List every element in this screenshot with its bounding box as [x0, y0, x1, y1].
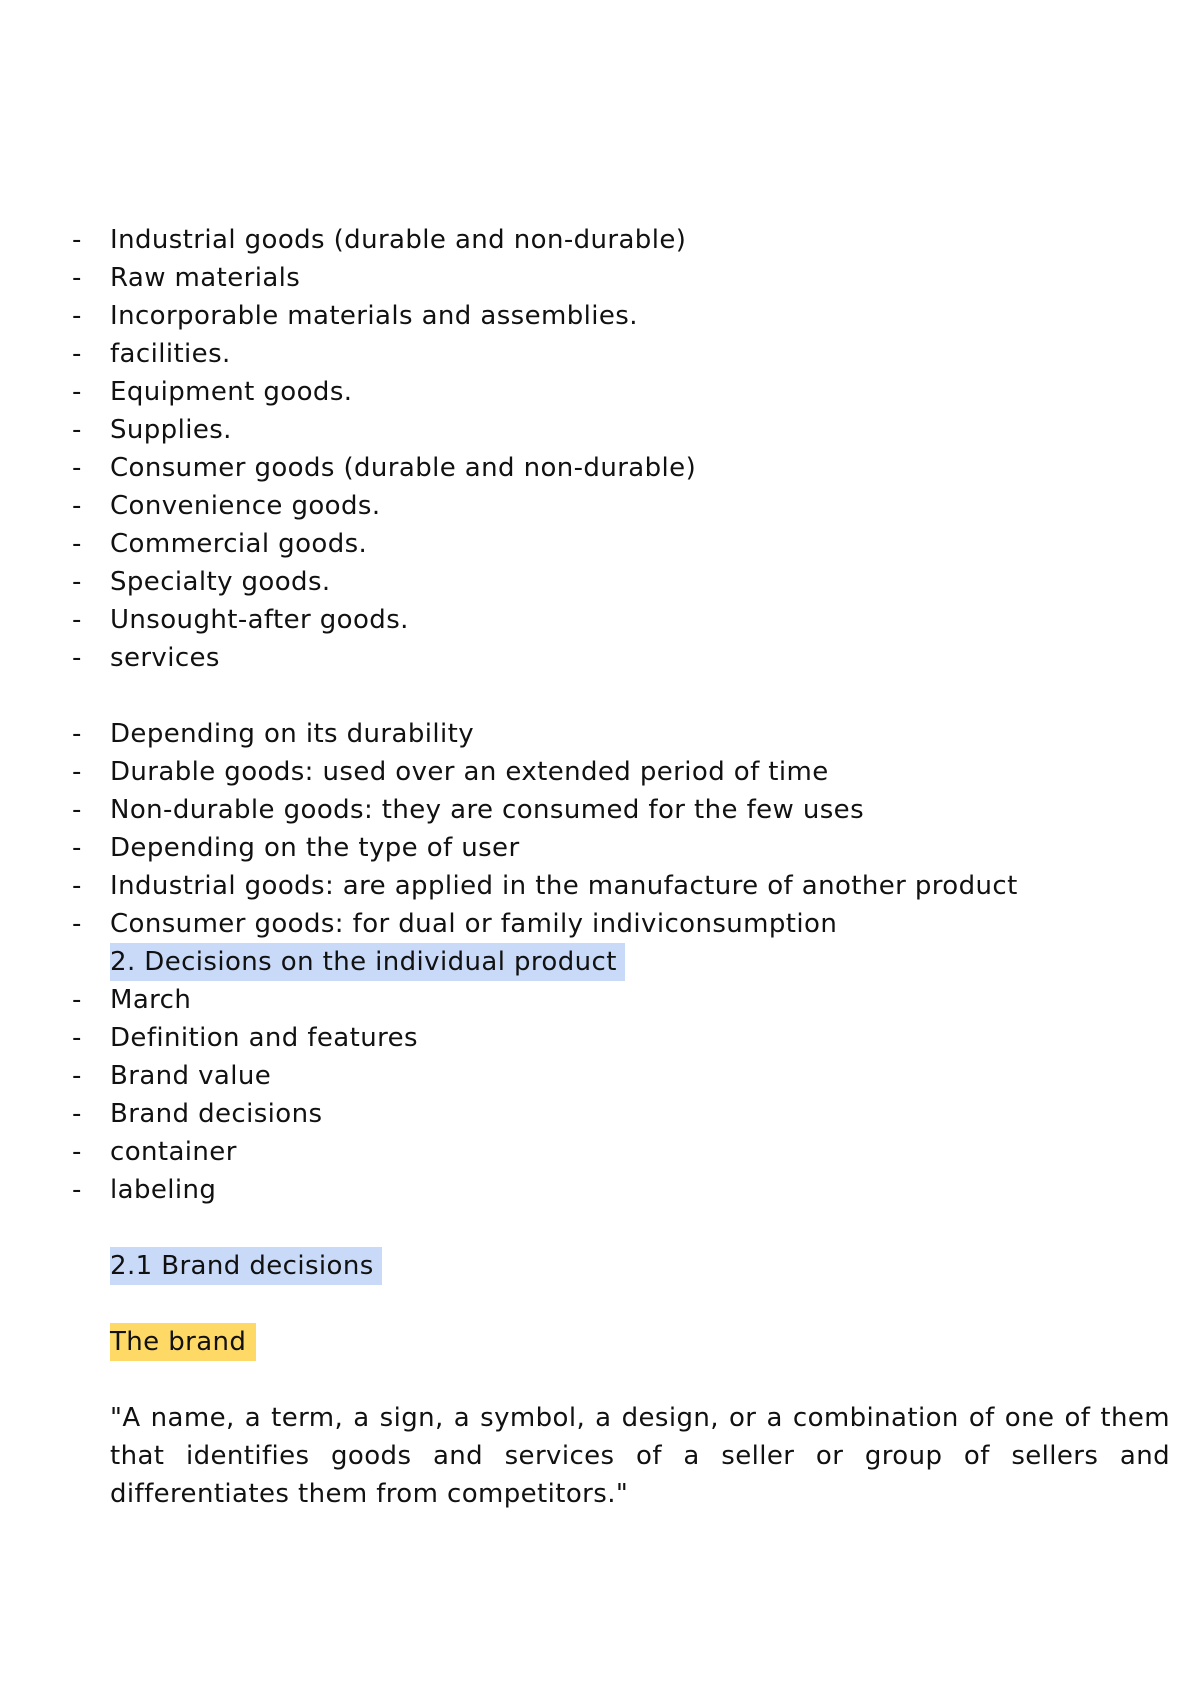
list-item	[72, 1133, 1102, 1171]
document-content	[72, 221, 1170, 1513]
list-item	[72, 791, 1102, 829]
bullet-dash: -	[72, 263, 82, 293]
bullet-dash: -	[72, 985, 82, 1015]
list-item-text: facilities.	[110, 339, 231, 369]
list-item-text: Supplies.	[110, 415, 232, 445]
bullet-dash: -	[72, 909, 82, 939]
bullet-dash: -	[72, 377, 82, 407]
list-item	[72, 563, 1102, 601]
list-item	[72, 1057, 1102, 1095]
list-item-text: Specialty goods.	[110, 567, 331, 597]
bullet-dash: -	[72, 301, 82, 331]
bullet-dash: -	[72, 833, 82, 863]
list-item-text: Unsought-after goods.	[110, 605, 409, 635]
bullet-dash: -	[72, 567, 82, 597]
list-item	[72, 639, 1102, 677]
bullet-dash: -	[72, 339, 82, 369]
list-item	[72, 259, 1102, 297]
list-item-text: Depending on its durability	[110, 719, 475, 749]
list-item-text: Incorporable materials and assemblies.	[110, 301, 638, 331]
bullet-dash: -	[72, 757, 82, 787]
list-item-text: Definition and features	[110, 1023, 418, 1053]
list-item	[72, 297, 1102, 335]
list-item-text: Industrial goods (durable and non-durable)	[110, 225, 687, 255]
subsection-heading: 2.1 Brand decisions	[110, 1247, 382, 1285]
list-item-text: services	[110, 643, 220, 673]
definition-quote: "A name, a term, a sign, a symbol, a design, or a combination of one of them that identifies goods and services of a seller or group of sellers and differentiates them from competitors."	[110, 1403, 1170, 1509]
list-item	[72, 525, 1102, 563]
list-item-text: Consumer goods (durable and non-durable)	[110, 453, 697, 483]
list-item	[72, 715, 1102, 753]
list-item-text: March	[110, 985, 192, 1015]
list-item-text: Industrial goods: are applied in the manufacture of another product	[110, 871, 1018, 901]
list-item	[72, 449, 1102, 487]
bullet-dash: -	[72, 795, 82, 825]
list-item	[72, 411, 1102, 449]
brand-heading: The brand	[110, 1323, 256, 1361]
bullet-dash: -	[72, 1175, 82, 1205]
bullet-dash: -	[72, 871, 82, 901]
list-item	[72, 601, 1102, 639]
list-item	[72, 981, 1102, 1019]
bullet-dash: -	[72, 643, 82, 673]
list-item	[72, 867, 1102, 905]
list-item	[72, 335, 1102, 373]
list-item	[72, 1095, 1102, 1133]
bullet-dash: -	[72, 719, 82, 749]
section-heading: 2. Decisions on the individual product	[110, 943, 625, 981]
list-item-text: Depending on the type of user	[110, 833, 520, 863]
list-item	[72, 487, 1102, 525]
list-item-text: Brand value	[110, 1061, 272, 1091]
list-item-text: Brand decisions	[110, 1099, 323, 1129]
list-item-text: Convenience goods.	[110, 491, 381, 521]
bullet-dash: -	[72, 529, 82, 559]
list-item	[72, 1171, 1102, 1209]
blank-line	[72, 1285, 1102, 1323]
bullet-dash: -	[72, 1023, 82, 1053]
list-item-text: labeling	[110, 1175, 217, 1205]
list-item-text: Equipment goods.	[110, 377, 353, 407]
list-item-text: Commercial goods.	[110, 529, 368, 559]
list-item-text: container	[110, 1137, 237, 1167]
bullet-dash: -	[72, 225, 82, 255]
bullet-dash: -	[72, 453, 82, 483]
bullet-dash: -	[72, 1061, 82, 1091]
bullet-dash: -	[72, 491, 82, 521]
subsection-heading-line	[72, 1247, 1102, 1285]
list-item	[72, 1019, 1102, 1057]
bullet-dash: -	[72, 415, 82, 445]
list-item	[72, 905, 1102, 943]
bullet-dash: -	[72, 1137, 82, 1167]
list-item	[72, 829, 1102, 867]
blank-line	[72, 1361, 1102, 1399]
list-item-text: Raw materials	[110, 263, 301, 293]
list-item	[72, 221, 1102, 259]
blank-line	[72, 1209, 1102, 1247]
list-item	[72, 753, 1102, 791]
brand-heading-line	[72, 1323, 1102, 1361]
section-heading-line	[72, 943, 1102, 981]
bullet-dash: -	[72, 1099, 82, 1129]
bullet-dash: -	[72, 605, 82, 635]
list-item-text: Durable goods: used over an extended period of time	[110, 757, 829, 787]
blank-line	[72, 677, 1102, 715]
list-item-text: Consumer goods: for dual or family indiviconsumption	[110, 909, 838, 939]
list-item-text: Non-durable goods: they are consumed for the few uses	[110, 795, 865, 825]
list-item	[72, 373, 1102, 411]
